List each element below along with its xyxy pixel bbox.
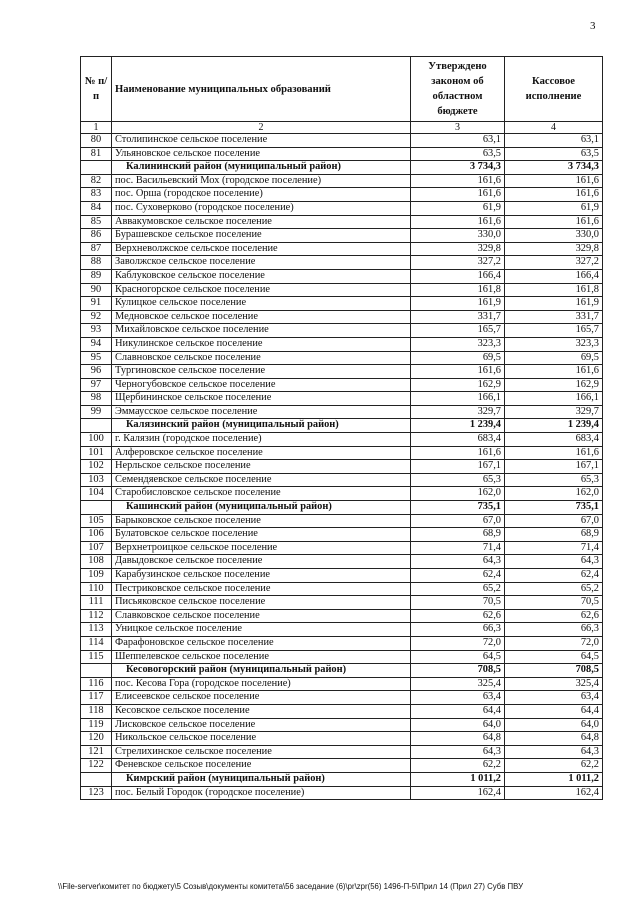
table-row — [81, 310, 603, 324]
row-number — [81, 501, 112, 515]
executed-amount: 162,9 — [505, 378, 603, 392]
executed-amount: 327,2 — [505, 256, 603, 270]
approved-amount: 331,7 — [411, 310, 505, 324]
municipality-name: Кесовогорский район (муниципальный район) — [112, 664, 411, 678]
municipality-name: Письяковское сельское поселение — [112, 596, 411, 610]
municipality-name: Пестриковское сельское поселение — [112, 582, 411, 596]
table-row — [81, 324, 603, 338]
approved-amount: 162,9 — [411, 378, 505, 392]
row-number: 93 — [81, 324, 112, 338]
table-row — [81, 623, 603, 637]
municipality-name: Никулинское сельское поселение — [112, 337, 411, 351]
table-row — [81, 351, 603, 365]
row-number: 111 — [81, 596, 112, 610]
table-row — [81, 460, 603, 474]
row-number: 105 — [81, 514, 112, 528]
district-row — [81, 501, 603, 515]
column-index: 4 — [505, 122, 603, 134]
header-num: № п/п — [81, 57, 112, 122]
row-number: 91 — [81, 297, 112, 311]
row-number: 100 — [81, 433, 112, 447]
header-executed: Кассовое исполнение — [505, 57, 603, 122]
executed-amount: 71,4 — [505, 541, 603, 555]
table-row — [81, 677, 603, 691]
approved-amount: 69,5 — [411, 351, 505, 365]
municipality-name: Столипинское сельское поселение — [112, 134, 411, 148]
row-number: 115 — [81, 650, 112, 664]
table-row — [81, 147, 603, 161]
executed-amount: 64,4 — [505, 704, 603, 718]
municipality-name: Булатовское сельское поселение — [112, 528, 411, 542]
approved-amount: 62,2 — [411, 759, 505, 773]
district-row — [81, 419, 603, 433]
table-row — [81, 365, 603, 379]
table-row — [81, 242, 603, 256]
table-row — [81, 269, 603, 283]
table-row — [81, 759, 603, 773]
municipality-name: Лисковское сельское поселение — [112, 718, 411, 732]
executed-amount: 64,8 — [505, 732, 603, 746]
row-number: 88 — [81, 256, 112, 270]
executed-amount: 69,5 — [505, 351, 603, 365]
table-row — [81, 256, 603, 270]
approved-amount: 64,8 — [411, 732, 505, 746]
table-row — [81, 745, 603, 759]
approved-amount: 3 734,3 — [411, 161, 505, 175]
table-row — [81, 188, 603, 202]
approved-amount: 166,4 — [411, 269, 505, 283]
municipality-name: Кимрский район (муниципальный район) — [112, 772, 411, 786]
municipality-name: Славковское сельское поселение — [112, 609, 411, 623]
approved-amount: 65,3 — [411, 473, 505, 487]
municipality-name: пос. Кесова Гора (городское поселение) — [112, 677, 411, 691]
row-number: 118 — [81, 704, 112, 718]
table-row — [81, 215, 603, 229]
approved-amount: 64,5 — [411, 650, 505, 664]
executed-amount: 708,5 — [505, 664, 603, 678]
municipality-name: Уницкое сельское поселение — [112, 623, 411, 637]
executed-amount: 65,3 — [505, 473, 603, 487]
table-row — [81, 609, 603, 623]
table-row — [81, 297, 603, 311]
municipality-name: Елисеевское сельское поселение — [112, 691, 411, 705]
approved-amount: 161,8 — [411, 283, 505, 297]
municipality-name: Стрелихинское сельское поселение — [112, 745, 411, 759]
municipality-name: Заволжское сельское поселение — [112, 256, 411, 270]
table-row — [81, 786, 603, 800]
row-number — [81, 664, 112, 678]
executed-amount: 735,1 — [505, 501, 603, 515]
row-number: 123 — [81, 786, 112, 800]
approved-amount: 64,4 — [411, 704, 505, 718]
table-row — [81, 473, 603, 487]
executed-amount: 329,7 — [505, 405, 603, 419]
approved-amount: 708,5 — [411, 664, 505, 678]
executed-amount: 62,2 — [505, 759, 603, 773]
table-row — [81, 229, 603, 243]
row-number: 104 — [81, 487, 112, 501]
row-number: 84 — [81, 201, 112, 215]
row-number: 108 — [81, 555, 112, 569]
executed-amount: 62,6 — [505, 609, 603, 623]
table-row — [81, 528, 603, 542]
table-row — [81, 569, 603, 583]
municipality-name: Карабузинское сельское поселение — [112, 569, 411, 583]
executed-amount: 325,4 — [505, 677, 603, 691]
approved-amount: 1 239,4 — [411, 419, 505, 433]
table-row — [81, 704, 603, 718]
approved-amount: 161,6 — [411, 174, 505, 188]
executed-amount: 68,9 — [505, 528, 603, 542]
row-number: 112 — [81, 609, 112, 623]
municipality-name: Барыковское сельское поселение — [112, 514, 411, 528]
column-index: 2 — [112, 122, 411, 134]
table-row — [81, 732, 603, 746]
table-row — [81, 650, 603, 664]
row-number: 106 — [81, 528, 112, 542]
row-number: 122 — [81, 759, 112, 773]
row-number: 103 — [81, 473, 112, 487]
row-number: 107 — [81, 541, 112, 555]
municipality-name: Давыдовское сельское поселение — [112, 555, 411, 569]
row-number: 101 — [81, 446, 112, 460]
executed-amount: 323,3 — [505, 337, 603, 351]
municipality-name: пос. Белый Городок (городское поселение) — [112, 786, 411, 800]
approved-amount: 161,6 — [411, 215, 505, 229]
row-number: 86 — [81, 229, 112, 243]
approved-amount: 162,0 — [411, 487, 505, 501]
municipality-name: Шеппелевское сельское поселение — [112, 650, 411, 664]
executed-amount: 61,9 — [505, 201, 603, 215]
approved-amount: 64,0 — [411, 718, 505, 732]
municipality-name: Верхнетроицкое сельское поселение — [112, 541, 411, 555]
executed-amount: 1 011,2 — [505, 772, 603, 786]
approved-amount: 165,7 — [411, 324, 505, 338]
budget-table — [80, 56, 603, 800]
table-body — [81, 134, 603, 800]
approved-amount: 330,0 — [411, 229, 505, 243]
municipality-name: Бурашевское сельское поселение — [112, 229, 411, 243]
executed-amount: 165,7 — [505, 324, 603, 338]
approved-amount: 64,3 — [411, 745, 505, 759]
approved-amount: 67,0 — [411, 514, 505, 528]
table-row — [81, 596, 603, 610]
row-number: 85 — [81, 215, 112, 229]
approved-amount: 65,2 — [411, 582, 505, 596]
municipality-name: Кесовское сельское поселение — [112, 704, 411, 718]
approved-amount: 63,5 — [411, 147, 505, 161]
table-header-row — [81, 57, 603, 122]
row-number: 110 — [81, 582, 112, 596]
municipality-name: Алферовское сельское поселение — [112, 446, 411, 460]
executed-amount: 161,6 — [505, 215, 603, 229]
approved-amount: 161,6 — [411, 365, 505, 379]
municipality-name: Кулицкое сельское поселение — [112, 297, 411, 311]
row-number — [81, 419, 112, 433]
table-row — [81, 636, 603, 650]
row-number: 121 — [81, 745, 112, 759]
approved-amount: 71,4 — [411, 541, 505, 555]
row-number: 94 — [81, 337, 112, 351]
municipality-name: Славновское сельское поселение — [112, 351, 411, 365]
row-number: 83 — [81, 188, 112, 202]
row-number: 102 — [81, 460, 112, 474]
executed-amount: 3 734,3 — [505, 161, 603, 175]
approved-amount: 167,1 — [411, 460, 505, 474]
municipality-name: Старобисловское сельское поселение — [112, 487, 411, 501]
row-number: 117 — [81, 691, 112, 705]
table-row — [81, 201, 603, 215]
municipality-name: Семендяевское сельское поселение — [112, 473, 411, 487]
approved-amount: 327,2 — [411, 256, 505, 270]
column-index: 3 — [411, 122, 505, 134]
approved-amount: 63,1 — [411, 134, 505, 148]
executed-amount: 65,2 — [505, 582, 603, 596]
executed-amount: 683,4 — [505, 433, 603, 447]
executed-amount: 161,6 — [505, 365, 603, 379]
executed-amount: 62,4 — [505, 569, 603, 583]
approved-amount: 63,4 — [411, 691, 505, 705]
executed-amount: 66,3 — [505, 623, 603, 637]
row-number: 90 — [81, 283, 112, 297]
table-row — [81, 691, 603, 705]
municipality-name: Красногорское сельское поселение — [112, 283, 411, 297]
executed-amount: 161,6 — [505, 188, 603, 202]
approved-amount: 735,1 — [411, 501, 505, 515]
table-row — [81, 337, 603, 351]
approved-amount: 61,9 — [411, 201, 505, 215]
executed-amount: 72,0 — [505, 636, 603, 650]
table-row — [81, 174, 603, 188]
approved-amount: 325,4 — [411, 677, 505, 691]
approved-amount: 329,7 — [411, 405, 505, 419]
row-number: 81 — [81, 147, 112, 161]
municipality-name: Эммаусское сельское поселение — [112, 405, 411, 419]
row-number: 114 — [81, 636, 112, 650]
row-number: 96 — [81, 365, 112, 379]
approved-amount: 62,6 — [411, 609, 505, 623]
municipality-name: пос. Васильевский Мох (городское поселение) — [112, 174, 411, 188]
executed-amount: 1 239,4 — [505, 419, 603, 433]
approved-amount: 329,8 — [411, 242, 505, 256]
row-number: 116 — [81, 677, 112, 691]
table-row — [81, 718, 603, 732]
municipality-name: Михайловское сельское поселение — [112, 324, 411, 338]
row-number: 89 — [81, 269, 112, 283]
executed-amount: 64,5 — [505, 650, 603, 664]
row-number: 120 — [81, 732, 112, 746]
executed-amount: 64,0 — [505, 718, 603, 732]
executed-amount: 64,3 — [505, 555, 603, 569]
executed-amount: 63,1 — [505, 134, 603, 148]
district-row — [81, 161, 603, 175]
row-number: 98 — [81, 392, 112, 406]
approved-amount: 162,4 — [411, 786, 505, 800]
table-row — [81, 541, 603, 555]
municipality-name: Кашинский район (муниципальный район) — [112, 501, 411, 515]
table-row — [81, 514, 603, 528]
row-number: 80 — [81, 134, 112, 148]
municipality-name: Фарафоновское сельское поселение — [112, 636, 411, 650]
executed-amount: 162,4 — [505, 786, 603, 800]
approved-amount: 68,9 — [411, 528, 505, 542]
table-row — [81, 405, 603, 419]
approved-amount: 1 011,2 — [411, 772, 505, 786]
executed-amount: 161,8 — [505, 283, 603, 297]
row-number — [81, 772, 112, 786]
approved-amount: 62,4 — [411, 569, 505, 583]
executed-amount: 161,6 — [505, 174, 603, 188]
header-name: Наименование муниципальных образований — [112, 57, 411, 122]
row-number: 113 — [81, 623, 112, 637]
executed-amount: 162,0 — [505, 487, 603, 501]
executed-amount: 167,1 — [505, 460, 603, 474]
table-row — [81, 446, 603, 460]
municipality-name: Феневское сельское поселение — [112, 759, 411, 773]
table-row — [81, 283, 603, 297]
row-number: 95 — [81, 351, 112, 365]
column-index: 1 — [81, 122, 112, 134]
approved-amount: 161,6 — [411, 446, 505, 460]
row-number: 99 — [81, 405, 112, 419]
district-row — [81, 664, 603, 678]
approved-amount: 66,3 — [411, 623, 505, 637]
row-number: 87 — [81, 242, 112, 256]
approved-amount: 64,3 — [411, 555, 505, 569]
executed-amount: 67,0 — [505, 514, 603, 528]
approved-amount: 161,9 — [411, 297, 505, 311]
municipality-name: пос. Орша (городское поселение) — [112, 188, 411, 202]
municipality-name: Медновское сельское поселение — [112, 310, 411, 324]
executed-amount: 329,8 — [505, 242, 603, 256]
approved-amount: 70,5 — [411, 596, 505, 610]
page-number: 3 — [590, 20, 596, 32]
municipality-name: Черногубовское сельское поселение — [112, 378, 411, 392]
table-row — [81, 582, 603, 596]
district-row — [81, 772, 603, 786]
column-index-row — [81, 122, 603, 134]
approved-amount: 161,6 — [411, 188, 505, 202]
approved-amount: 323,3 — [411, 337, 505, 351]
table-row — [81, 555, 603, 569]
municipality-name: пос. Суховерково (городское поселение) — [112, 201, 411, 215]
municipality-name: Калининский район (муниципальный район) — [112, 161, 411, 175]
footer-file-path: \\File-server\комитет по бюджету\5 Созыв\документы комитета\56 заседание (6)\pr\zpr(56) 1496-П-5\Прил 14 (Прил 27) Субв ПВУ — [58, 882, 524, 891]
approved-amount: 683,4 — [411, 433, 505, 447]
row-number: 82 — [81, 174, 112, 188]
executed-amount: 166,1 — [505, 392, 603, 406]
header-approved: Утверждено законом об областном бюджете — [411, 57, 505, 122]
table-row — [81, 487, 603, 501]
table-row — [81, 378, 603, 392]
row-number — [81, 161, 112, 175]
municipality-name: Аввакумовское сельское поселение — [112, 215, 411, 229]
table-row — [81, 433, 603, 447]
executed-amount: 161,9 — [505, 297, 603, 311]
executed-amount: 161,6 — [505, 446, 603, 460]
municipality-name: Щербининское сельское поселение — [112, 392, 411, 406]
municipality-name: Ульяновское сельское поселение — [112, 147, 411, 161]
approved-amount: 72,0 — [411, 636, 505, 650]
executed-amount: 64,3 — [505, 745, 603, 759]
row-number: 97 — [81, 378, 112, 392]
row-number: 109 — [81, 569, 112, 583]
row-number: 119 — [81, 718, 112, 732]
municipality-name: Калязинский район (муниципальный район) — [112, 419, 411, 433]
executed-amount: 331,7 — [505, 310, 603, 324]
municipality-name: г. Калязин (городское поселение) — [112, 433, 411, 447]
executed-amount: 63,4 — [505, 691, 603, 705]
table-row — [81, 134, 603, 148]
municipality-name: Нерльское сельское поселение — [112, 460, 411, 474]
row-number: 92 — [81, 310, 112, 324]
approved-amount: 166,1 — [411, 392, 505, 406]
executed-amount: 70,5 — [505, 596, 603, 610]
municipality-name: Каблуковское сельское поселение — [112, 269, 411, 283]
municipality-name: Тургиновское сельское поселение — [112, 365, 411, 379]
municipality-name: Никольское сельское поселение — [112, 732, 411, 746]
table-row — [81, 392, 603, 406]
executed-amount: 166,4 — [505, 269, 603, 283]
executed-amount: 330,0 — [505, 229, 603, 243]
municipality-name: Верхневолжское сельское поселение — [112, 242, 411, 256]
executed-amount: 63,5 — [505, 147, 603, 161]
